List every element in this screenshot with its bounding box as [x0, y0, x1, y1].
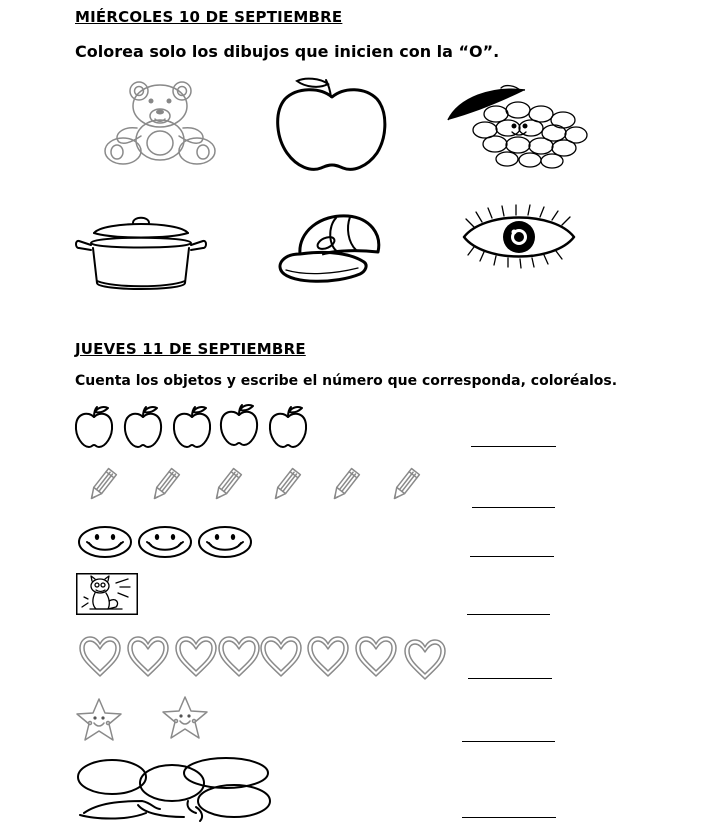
count-apple	[219, 403, 259, 447]
grapes-picture[interactable]	[445, 80, 590, 175]
count-apple	[268, 405, 308, 449]
count-apple	[74, 405, 114, 449]
count-star-face	[75, 697, 123, 743]
section1-instruction: Colorea solo los dibujos que inicien con la “O”.	[75, 42, 500, 61]
answer-line-apples[interactable]	[471, 446, 556, 447]
count-apple	[123, 405, 163, 449]
count-pencil	[149, 466, 181, 504]
answer-line-smileys[interactable]	[470, 556, 554, 557]
apple-picture[interactable]	[275, 75, 390, 175]
count-apple	[172, 405, 212, 449]
cap-picture[interactable]	[276, 210, 384, 286]
count-heart	[174, 635, 218, 679]
answer-line-stars[interactable]	[462, 741, 555, 742]
count-garfield-picture	[76, 573, 138, 615]
count-balloons	[76, 755, 276, 825]
count-heart	[306, 635, 350, 679]
count-heart	[259, 635, 303, 679]
section2-instruction: Cuenta los objetos y escribe el número que corresponda, coloréalos.	[75, 373, 618, 389]
teddy-bear-picture[interactable]	[103, 80, 218, 166]
pot-picture[interactable]	[74, 215, 206, 295]
answer-line-hearts[interactable]	[468, 678, 552, 679]
answer-line-balloons[interactable]	[462, 817, 556, 818]
answer-line-garfield[interactable]	[467, 614, 550, 615]
section2-title: JUEVES 11 DE SEPTIEMBRE	[75, 340, 306, 358]
count-smiley-face	[196, 524, 254, 560]
count-heart	[217, 635, 261, 679]
count-star-face	[150, 695, 220, 741]
section1-title: MIÉRCOLES 10 DE SEPTIEMBRE	[75, 8, 343, 26]
count-smiley-face	[136, 524, 194, 560]
count-pencil	[329, 466, 361, 504]
answer-line-pencils[interactable]	[472, 507, 555, 508]
eye-picture[interactable]	[460, 205, 578, 270]
count-smiley-face	[76, 524, 134, 560]
count-pencil	[270, 466, 302, 504]
count-heart	[354, 635, 398, 679]
count-pencil	[211, 466, 243, 504]
count-pencil	[389, 466, 421, 504]
count-pencil	[86, 466, 118, 504]
count-heart	[403, 638, 447, 682]
count-heart	[126, 635, 170, 679]
count-heart	[78, 635, 122, 679]
